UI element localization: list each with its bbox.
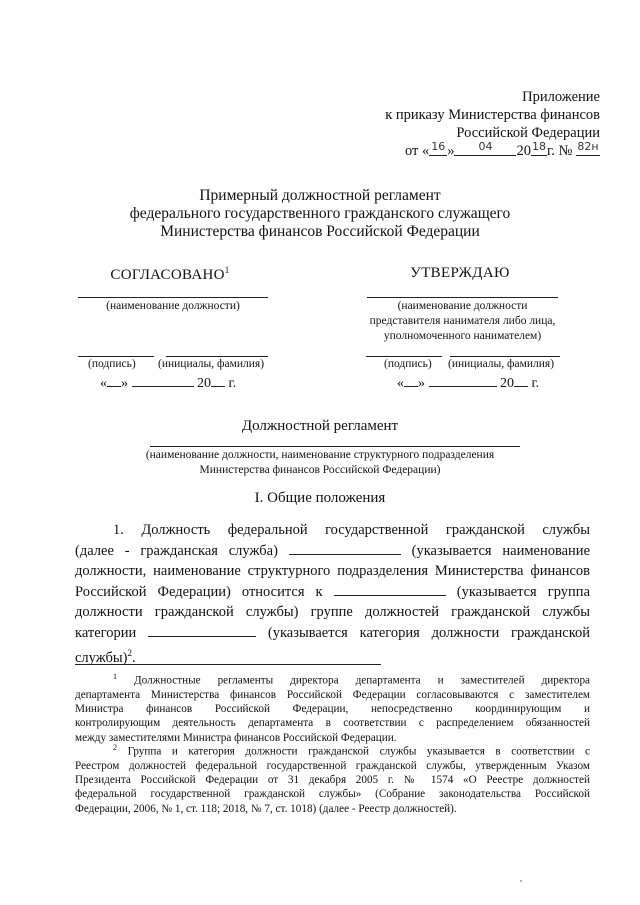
para-word: службы <box>542 522 591 538</box>
footnote-separator <box>75 664 381 665</box>
para-word: федеральной <box>227 522 308 538</box>
left-year-blank <box>211 374 225 387</box>
left-name-caption: (инициалы, фамилия) <box>158 358 265 370</box>
annex-date-prefix: от « <box>404 143 430 159</box>
para-text: Российской Федерации) относится к <box>75 583 323 600</box>
footnote-2 <box>75 741 590 816</box>
left-day-blank <box>107 374 121 387</box>
para-line-2 <box>75 541 590 562</box>
fn2-number: 2 <box>113 743 117 752</box>
para-text: (указывается группа <box>456 583 591 600</box>
left-sign-line <box>78 356 154 357</box>
fn1-number: 1 <box>113 672 117 681</box>
annex-year-blank <box>531 142 547 156</box>
right-caption-3: уполномоченного нанимателем) <box>383 330 542 342</box>
fn2-line-1 <box>75 741 590 759</box>
right-year-suffix: г. <box>531 376 540 391</box>
fn1-line-5: между заместителями Министра финансов Российской Федерации. <box>75 731 397 744</box>
right-name-caption: (инициалы, фамилия) <box>448 358 555 370</box>
para-line-5: должности гражданской службы) группе должностей гражданской службы <box>75 604 590 620</box>
fn1-line-3: Министра финансов Российской Федерации, непосредственно координирующим и <box>75 703 590 716</box>
right-month-blank <box>429 374 497 387</box>
right-caption-2: представителя нанимателя либо лица, <box>369 315 556 327</box>
right-position-line <box>367 297 558 298</box>
scan-speck <box>520 880 522 882</box>
paragraph-1 <box>75 520 590 668</box>
annex-block <box>300 88 600 160</box>
left-sign-caption: (подпись) <box>88 358 136 370</box>
para-blank <box>148 623 256 637</box>
title-line-3: Министерства финансов Российской Федерации <box>160 223 480 240</box>
para-word: гражданской <box>445 522 525 538</box>
footnote-1 <box>75 670 590 745</box>
fn2-line-3: Президента Российской Федерации от 31 декабря 2005 г. № 1574 «О Реестре должностей <box>75 774 590 787</box>
para-blank <box>289 541 401 555</box>
left-date-line <box>100 374 236 392</box>
right-sign-caption: (подпись) <box>384 358 432 370</box>
regulation-caption-1: (наименование должности, наименование структурного подразделения <box>145 449 495 461</box>
left-heading <box>60 265 280 284</box>
annex-year: 18 <box>531 140 546 153</box>
annex-month: 04 <box>478 140 493 153</box>
right-heading: УТВЕРЖДАЮ <box>410 265 510 281</box>
right-caption-1: (наименование должности <box>397 300 528 312</box>
left-heading-footnote: 1 <box>224 265 230 275</box>
right-sign-line <box>366 356 442 357</box>
regulation-caption-2: Министерства финансов Российской Федерации) <box>199 464 441 476</box>
document-title <box>80 187 560 241</box>
right-date-open: « <box>397 376 404 391</box>
left-year: 20 <box>197 376 211 391</box>
fn2-line-2: Реестром должностей федеральной государственной гражданской службы, утвержденным Указом <box>75 759 590 772</box>
title-line-2: федерального государственного гражданского служащего <box>129 205 511 222</box>
annex-number-blank <box>576 142 600 156</box>
para-line-4 <box>75 582 590 603</box>
annex-line-1: Приложение <box>522 89 600 105</box>
annex-year-suffix: г. № <box>546 143 573 159</box>
left-date-close: » <box>121 376 128 391</box>
fn2-line-5: Федерации, 2006, № 1, ст. 118; 2018, № 7, ст. 1018) (далее - Реестр должностей). <box>75 802 457 815</box>
regulation-heading: Должностной регламент <box>241 418 399 434</box>
right-position-caption <box>350 299 575 344</box>
annex-line-2: к приказу Министерства финансов <box>385 107 600 123</box>
annex-line-3: Российской Федерации <box>456 125 600 141</box>
left-heading-text: СОГЛАСОВАНО <box>110 267 225 283</box>
right-name-line <box>450 356 560 357</box>
para-line-6 <box>75 623 590 644</box>
para-blank <box>334 582 446 596</box>
para-text: категории <box>75 624 137 641</box>
annex-year-prefix: 20 <box>516 143 531 159</box>
fn2-text: Группа и категория должности гражданской службы указывается в соответствии с <box>127 745 591 758</box>
right-year: 20 <box>500 376 514 391</box>
left-date-open: « <box>100 376 107 391</box>
left-name-line <box>166 356 268 357</box>
para-line-3: должности, наименование структурного подразделения Министерства финансов <box>75 563 590 579</box>
section-heading: I. Общие положения <box>254 490 386 506</box>
right-date-close: » <box>418 376 425 391</box>
annex-date-line <box>300 142 600 160</box>
regulation-name-line <box>150 446 520 447</box>
left-month-blank <box>132 374 194 387</box>
regulation-caption <box>120 448 520 478</box>
right-day-blank <box>404 374 418 387</box>
left-year-suffix: г. <box>228 376 237 391</box>
annex-date-mid: » <box>447 143 455 159</box>
annex-month-blank <box>454 142 516 156</box>
para-word: государственной <box>325 522 429 538</box>
para-text: . <box>132 649 136 666</box>
annex-day-blank <box>429 142 447 156</box>
fn1-text: Должностные регламенты директора департамента и заместителей директора <box>134 674 591 687</box>
annex-day: 16 <box>431 140 446 153</box>
fn1-line-2: департамента Министерства финансов Российской Федерации согласовываются с заместителем <box>75 688 590 701</box>
para-number: 1. <box>113 522 124 538</box>
para-text: (указывается категория должности гражданской <box>267 624 591 641</box>
para-text: (указывается наименование <box>411 542 591 559</box>
para-text: (далее - гражданская служба) <box>75 542 278 559</box>
annex-number: 82н <box>577 140 599 153</box>
para-text: службы) <box>75 649 128 666</box>
para-footnote-ref: 2 <box>127 648 133 658</box>
fn1-line-4: контролирующим деятельность департамента в соответствии с распределением обязанностей <box>75 717 590 730</box>
fn1-line-1 <box>75 670 590 688</box>
para-line-1 <box>75 520 590 541</box>
right-year-blank <box>514 374 528 387</box>
left-position-caption: (наименование должности) <box>106 300 240 312</box>
para-word: Должность <box>141 522 211 538</box>
left-position-line <box>78 297 268 298</box>
title-line-1: Примерный должностной регламент <box>199 187 441 204</box>
right-date-line <box>397 374 539 392</box>
fn2-line-4: федеральной государственной гражданской службы» (Собрание законодательства Российской <box>75 788 590 801</box>
